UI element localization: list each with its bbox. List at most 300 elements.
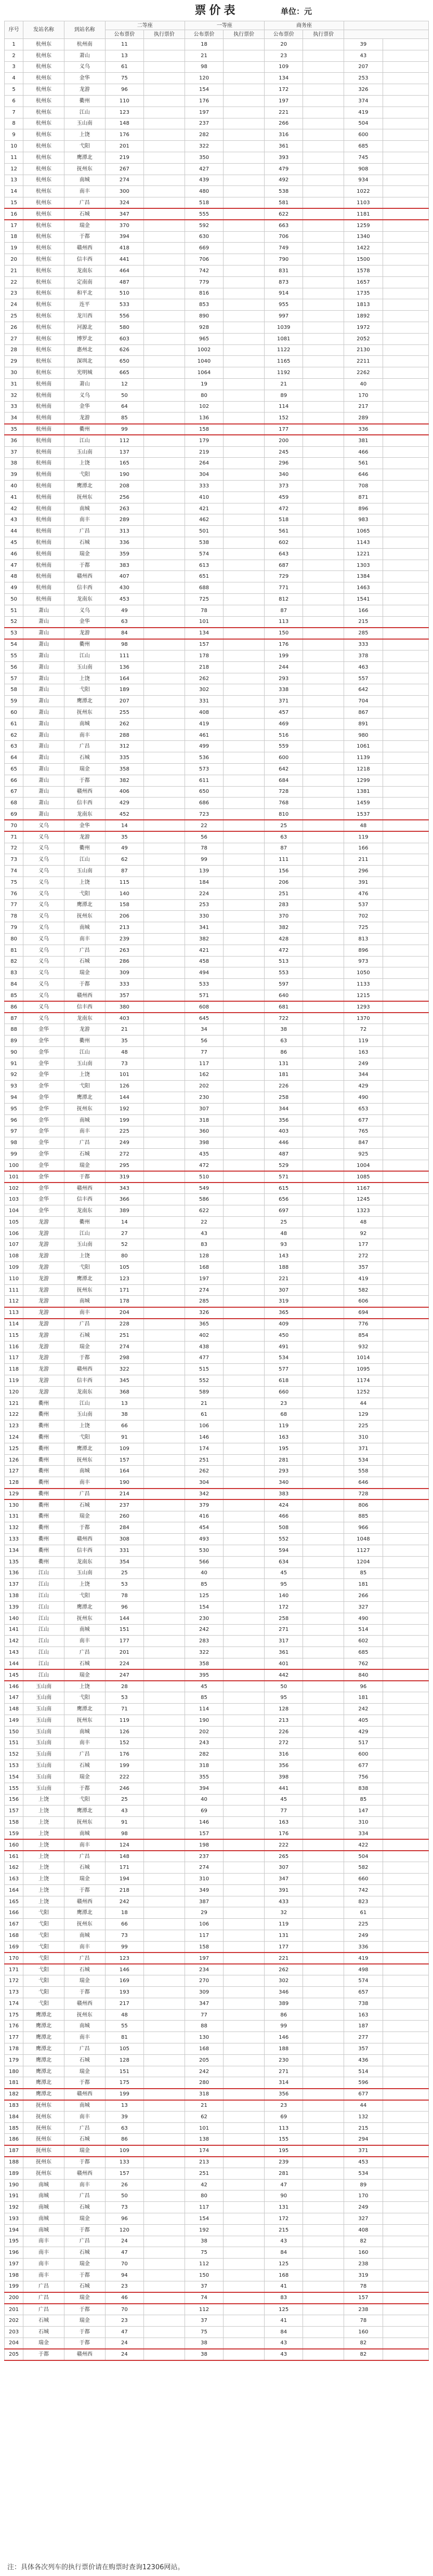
cell-first-executed	[224, 2224, 265, 2236]
cell-first-published: 283	[185, 1636, 223, 1647]
cell-business-published: 472	[264, 503, 303, 514]
cell-to: 衢州	[64, 1035, 105, 1047]
cell-second-published: 123	[105, 107, 143, 118]
cell-first-executed	[224, 1953, 265, 1964]
cell-spare: 490	[344, 1092, 383, 1104]
cell-first-executed	[224, 673, 265, 684]
cell-spare: 1463	[344, 582, 383, 594]
cell-second-published: 177	[105, 1636, 143, 1647]
cell-first-executed	[224, 163, 265, 175]
cell-second-executed	[144, 1228, 185, 1239]
cell-business-executed	[303, 243, 344, 254]
cell-business-executed	[303, 2338, 344, 2349]
cell-from: 玉山南	[23, 1726, 64, 1737]
cell-business-executed	[303, 1930, 344, 1942]
cell-business-executed	[303, 843, 344, 854]
cell-seq: 74	[5, 866, 23, 877]
cell-business-executed	[303, 2134, 344, 2145]
cell-business-published: 188	[264, 1262, 303, 1273]
cell-to: 于都	[64, 1987, 105, 1998]
cell-business-executed	[303, 1692, 344, 1704]
cell-first-published: 608	[185, 1001, 223, 1013]
cell-spare: 1181	[344, 208, 383, 220]
table-row	[5, 1601, 429, 1613]
cell-to: 信丰西	[64, 254, 105, 265]
cell-from: 金华	[23, 1069, 64, 1081]
cell-spare: 694	[344, 1307, 383, 1319]
cell-business-executed	[303, 367, 344, 379]
cell-from: 龙游	[23, 1228, 64, 1239]
cell-first-published: 342	[185, 1489, 223, 1500]
cell-to: 弋阳	[64, 141, 105, 152]
table-row	[5, 288, 429, 299]
cell-business-executed	[303, 1035, 344, 1047]
cell-second-executed	[144, 1477, 185, 1489]
cell-first-executed	[224, 775, 265, 786]
cell-first-published: 77	[185, 1046, 223, 1058]
cell-business-executed	[303, 129, 344, 141]
cell-first-published: 347	[185, 1998, 223, 2009]
cell-first-published: 237	[185, 1851, 223, 1862]
cell-second-executed	[144, 2168, 185, 2179]
table-row	[5, 741, 429, 752]
cell-business-executed	[303, 1307, 344, 1319]
cell-business-published: 771	[264, 582, 303, 594]
cell-first-published: 574	[185, 548, 223, 560]
cell-spare: 1340	[344, 231, 383, 243]
cell-business-published: 634	[264, 1556, 303, 1568]
cell-seq: 5	[5, 84, 23, 96]
cell-business-executed	[303, 1137, 344, 1149]
cell-seq: 170	[5, 1953, 23, 1964]
table-row	[5, 1771, 429, 1783]
cell-business-published: 600	[264, 752, 303, 764]
cell-second-executed	[144, 107, 185, 118]
cell-business-executed	[303, 1319, 344, 1330]
cell-business-published: 43	[264, 2349, 303, 2360]
cell-from: 江山	[23, 1579, 64, 1590]
cell-spare: 336	[344, 424, 383, 435]
cell-first-executed	[224, 1103, 265, 1114]
cell-first-published: 688	[185, 582, 223, 594]
table-row	[5, 673, 429, 684]
cell-first-published: 435	[185, 1149, 223, 1160]
cell-spare: 677	[344, 1760, 383, 1772]
cell-first-published: 56	[185, 1035, 223, 1047]
cell-to: 广昌	[64, 1851, 105, 1862]
cell-second-published: 207	[105, 696, 143, 707]
cell-first-published: 480	[185, 186, 223, 197]
cell-to: 瑞金	[64, 2315, 105, 2327]
cell-from: 杭州东	[23, 95, 64, 107]
cell-second-published: 533	[105, 299, 143, 311]
cell-business-executed	[303, 2224, 344, 2236]
cell-second-executed	[144, 1171, 185, 1183]
cell-second-executed	[144, 254, 185, 265]
cell-first-executed	[224, 446, 265, 458]
cell-second-published: 260	[105, 1511, 143, 1522]
cell-first-executed	[224, 933, 265, 945]
cell-second-published: 126	[105, 1726, 143, 1737]
cell-business-published: 222	[264, 1839, 303, 1851]
cell-second-published: 46	[105, 2292, 143, 2304]
cell-from: 杭州东	[23, 107, 64, 118]
cell-first-executed	[224, 435, 265, 446]
cell-second-executed	[144, 661, 185, 673]
cell-business-executed	[303, 2043, 344, 2055]
cell-business-published: 258	[264, 1092, 303, 1104]
cell-spare: 738	[344, 1998, 383, 2009]
cell-second-executed	[144, 2157, 185, 2168]
cell-second-published: 359	[105, 548, 143, 560]
cell-second-executed	[144, 1647, 185, 1658]
table-row	[5, 1511, 429, 1522]
cell-from: 弋阳	[23, 1964, 64, 1975]
cell-seq: 155	[5, 1783, 23, 1794]
cell-spare: 181	[344, 1579, 383, 1590]
cell-second-executed	[144, 435, 185, 446]
cell-spare: 2052	[344, 333, 383, 344]
cell-business-executed	[303, 628, 344, 639]
cell-business-published: 577	[264, 1364, 303, 1375]
cell-from: 杭州东	[23, 208, 64, 220]
cell-to: 南城	[64, 1930, 105, 1942]
cell-first-executed	[224, 582, 265, 594]
cell-business-executed	[303, 2157, 344, 2168]
cell-first-published: 326	[185, 1307, 223, 1319]
cell-spare: 157	[344, 2292, 383, 2304]
cell-from: 萧山	[23, 673, 64, 684]
cell-business-executed	[303, 163, 344, 175]
cell-business-executed	[303, 2190, 344, 2202]
table-row	[5, 107, 429, 118]
cell-first-published: 742	[185, 265, 223, 276]
cell-from: 萧山	[23, 752, 64, 764]
cell-to: 南丰	[64, 933, 105, 945]
cell-seq: 51	[5, 605, 23, 616]
cell-business-published: 239	[264, 2157, 303, 2168]
cell-to: 江山	[64, 107, 105, 118]
cell-second-executed	[144, 1319, 185, 1330]
cell-to: 抚州东	[64, 707, 105, 719]
cell-first-executed	[224, 1443, 265, 1454]
cell-second-published: 73	[105, 1930, 143, 1942]
cell-first-published: 518	[185, 197, 223, 209]
cell-seq: 145	[5, 1669, 23, 1681]
cell-first-published: 29	[185, 1907, 223, 1919]
table-row	[5, 1454, 429, 1466]
cell-first-executed	[224, 39, 265, 50]
cell-seq: 16	[5, 208, 23, 220]
cell-business-executed	[303, 707, 344, 719]
cell-first-published: 42	[185, 2179, 223, 2190]
cell-business-published: 146	[264, 2032, 303, 2043]
cell-from: 鹰潭北	[23, 2054, 64, 2066]
cell-spare: 78	[344, 2315, 383, 2327]
cell-seq: 100	[5, 1160, 23, 1171]
cell-to: 南丰	[64, 2032, 105, 2043]
cell-spare: 166	[344, 843, 383, 854]
cell-spare: 211	[344, 854, 383, 866]
cell-spare: 371	[344, 1443, 383, 1454]
cell-spare: 2130	[344, 344, 383, 356]
cell-business-executed	[303, 2349, 344, 2360]
cell-second-executed	[144, 311, 185, 322]
table-row	[5, 1669, 429, 1681]
table-row	[5, 1046, 429, 1058]
cell-spare: 1014	[344, 1352, 383, 1364]
cell-seq: 197	[5, 2259, 23, 2270]
cell-first-published: 242	[185, 2066, 223, 2077]
cell-from: 瑞金	[23, 2338, 64, 2349]
table-row	[5, 888, 429, 899]
cell-seq: 77	[5, 899, 23, 911]
cell-spare: 534	[344, 1454, 383, 1466]
cell-spare: 765	[344, 1126, 383, 1137]
cell-spare: 677	[344, 1114, 383, 1126]
cell-business-executed	[303, 866, 344, 877]
cell-second-executed	[144, 1851, 185, 1862]
cell-second-published: 272	[105, 1149, 143, 1160]
cell-first-published: 85	[185, 1579, 223, 1590]
cell-to: 江山	[64, 854, 105, 866]
table-row	[5, 1534, 429, 1545]
cell-first-executed	[224, 1205, 265, 1217]
cell-to: 江山	[64, 435, 105, 446]
cell-to: 金华	[64, 820, 105, 831]
cell-second-executed	[144, 775, 185, 786]
cell-business-published: 466	[264, 1511, 303, 1522]
cell-business-published: 87	[264, 843, 303, 854]
cell-business-executed	[303, 152, 344, 163]
cell-business-published: 221	[264, 1953, 303, 1964]
cell-business-published: 643	[264, 548, 303, 560]
cell-first-published: 37	[185, 2315, 223, 2327]
cell-spare: 215	[344, 2122, 383, 2134]
cell-spare: 43	[344, 50, 383, 61]
cell-first-published: 202	[185, 1726, 223, 1737]
cell-to: 广昌	[64, 945, 105, 956]
cell-from: 萧山	[23, 798, 64, 809]
cell-seq: 42	[5, 503, 23, 514]
table-row	[5, 1874, 429, 1885]
cell-spare: 1215	[344, 990, 383, 1001]
cell-from: 金华	[23, 1160, 64, 1171]
cell-first-executed	[224, 628, 265, 639]
cell-second-executed	[144, 718, 185, 729]
cell-seq: 70	[5, 820, 23, 831]
cell-seq: 34	[5, 413, 23, 424]
cell-business-published: 361	[264, 141, 303, 152]
cell-first-executed	[224, 2066, 265, 2077]
cell-second-executed	[144, 1330, 185, 1341]
cell-from: 杭州南	[23, 446, 64, 458]
table-row	[5, 1715, 429, 1726]
cell-business-published: 561	[264, 526, 303, 537]
cell-to: 广昌	[64, 2190, 105, 2202]
cell-business-executed	[303, 1330, 344, 1341]
cell-seq: 86	[5, 1001, 23, 1013]
cell-to: 于都	[64, 2157, 105, 2168]
cell-second-executed	[144, 1783, 185, 1794]
cell-business-published: 513	[264, 956, 303, 967]
cell-spare: 391	[344, 877, 383, 888]
cell-spare: 419	[344, 107, 383, 118]
cell-seq: 11	[5, 152, 23, 163]
table-row	[5, 548, 429, 560]
cell-from: 杭州东	[23, 276, 64, 288]
cell-business-published: 195	[264, 2145, 303, 2157]
cell-second-published: 91	[105, 1817, 143, 1828]
cell-business-published: 1192	[264, 367, 303, 379]
cell-second-published: 18	[105, 1907, 143, 1919]
cell-seq: 124	[5, 1432, 23, 1443]
cell-to: 于都	[64, 2224, 105, 2236]
table-row	[5, 526, 429, 537]
cell-seq: 119	[5, 1375, 23, 1387]
cell-from: 杭州南	[23, 435, 64, 446]
cell-seq: 24	[5, 299, 23, 311]
cell-seq: 199	[5, 2281, 23, 2292]
table-row	[5, 956, 429, 967]
cell-business-published: 119	[264, 1420, 303, 1432]
cell-from: 金华	[23, 1081, 64, 1092]
cell-second-executed	[144, 2349, 185, 2360]
cell-business-published: 656	[264, 1194, 303, 1205]
cell-business-executed	[303, 1239, 344, 1251]
table-row	[5, 820, 429, 831]
cell-seq: 205	[5, 2349, 23, 2360]
cell-business-published: 365	[264, 1307, 303, 1319]
cell-first-published: 318	[185, 2089, 223, 2100]
cell-spare: 1813	[344, 299, 383, 311]
cell-business-executed	[303, 1001, 344, 1013]
cell-to: 瑞金	[64, 548, 105, 560]
col-business-published: 公布票价	[264, 30, 303, 39]
cell-first-published: 117	[185, 1930, 223, 1942]
table-row	[5, 378, 429, 390]
cell-to: 南城	[64, 1624, 105, 1636]
cell-business-published: 63	[264, 1035, 303, 1047]
table-row	[5, 1160, 429, 1171]
cell-business-published: 487	[264, 1149, 303, 1160]
cell-second-published: 23	[105, 2315, 143, 2327]
cell-first-executed	[224, 390, 265, 401]
cell-second-executed	[144, 526, 185, 537]
cell-spare: 129	[344, 1409, 383, 1420]
cell-from: 江山	[23, 1658, 64, 1669]
cell-second-executed	[144, 1805, 185, 1817]
cell-first-executed	[224, 1919, 265, 1930]
cell-spare: 1221	[344, 548, 383, 560]
cell-seq: 55	[5, 650, 23, 662]
cell-second-published: 222	[105, 1771, 143, 1783]
cell-business-published: 316	[264, 129, 303, 141]
cell-from: 南城	[23, 2190, 64, 2202]
cell-second-executed	[144, 707, 185, 719]
cell-business-published: 442	[264, 1669, 303, 1681]
cell-spare: 132	[344, 2111, 383, 2122]
cell-first-published: 592	[185, 220, 223, 231]
cell-spare: 344	[344, 1069, 383, 1081]
table-row	[5, 1262, 429, 1273]
cell-from: 杭州南	[23, 514, 64, 526]
cell-business-published: 20	[264, 39, 303, 50]
cell-second-published: 199	[105, 2089, 143, 2100]
cell-from: 萧山	[23, 628, 64, 639]
cell-from: 弋阳	[23, 1953, 64, 1964]
cell-seq: 141	[5, 1624, 23, 1636]
cell-spare: 2262	[344, 367, 383, 379]
cell-first-published: 85	[185, 1692, 223, 1704]
cell-second-executed	[144, 888, 185, 899]
table-row	[5, 967, 429, 979]
cell-from: 萧山	[23, 809, 64, 820]
cell-second-published: 12	[105, 378, 143, 390]
cell-business-published: 281	[264, 2168, 303, 2179]
cell-first-executed	[224, 1398, 265, 1409]
cell-business-published: 687	[264, 560, 303, 571]
cell-to: 萧山	[64, 50, 105, 61]
cell-second-executed	[144, 582, 185, 594]
cell-second-published: 262	[105, 718, 143, 729]
cell-first-published: 530	[185, 1545, 223, 1556]
cell-first-executed	[224, 1024, 265, 1035]
cell-first-executed	[224, 854, 265, 866]
cell-to: 玉山南	[64, 1568, 105, 1579]
cell-business-published: 344	[264, 1103, 303, 1114]
cell-to: 上饶	[64, 877, 105, 888]
cell-business-executed	[303, 220, 344, 231]
cell-first-executed	[224, 2202, 265, 2213]
cell-second-executed	[144, 1103, 185, 1114]
cell-from: 杭州南	[23, 526, 64, 537]
cell-from: 玉山南	[23, 1749, 64, 1760]
cell-to: 于都	[64, 1783, 105, 1794]
cell-first-executed	[224, 1228, 265, 1239]
cell-from: 龙游	[23, 1364, 64, 1375]
cell-seq: 90	[5, 1046, 23, 1058]
cell-business-published: 23	[264, 1398, 303, 1409]
cell-to: 石城	[64, 208, 105, 220]
cell-business-executed	[303, 1420, 344, 1432]
cell-first-executed	[224, 1522, 265, 1534]
cell-business-executed	[303, 1590, 344, 1602]
cell-seq: 27	[5, 333, 23, 344]
cell-to: 于都	[64, 2269, 105, 2281]
cell-second-published: 26	[105, 2179, 143, 2190]
cell-second-executed	[144, 1081, 185, 1092]
cell-seq: 89	[5, 1035, 23, 1047]
cell-seq: 126	[5, 1454, 23, 1466]
cell-business-published: 1122	[264, 344, 303, 356]
cell-business-published: 150	[264, 628, 303, 639]
cell-business-executed	[303, 2259, 344, 2270]
cell-second-executed	[144, 186, 185, 197]
cell-spare: 896	[344, 503, 383, 514]
cell-first-executed	[224, 684, 265, 696]
cell-from: 义乌	[23, 820, 64, 831]
cell-to: 惠州北	[64, 344, 105, 356]
cell-spare: 85	[344, 1794, 383, 1805]
cell-spare: 92	[344, 1228, 383, 1239]
cell-from: 杭州东	[23, 333, 64, 344]
cell-business-executed	[303, 197, 344, 209]
cell-business-published: 272	[264, 1737, 303, 1749]
cell-business-published: 163	[264, 1432, 303, 1443]
cell-from: 义乌	[23, 899, 64, 911]
cell-second-published: 171	[105, 1862, 143, 1874]
